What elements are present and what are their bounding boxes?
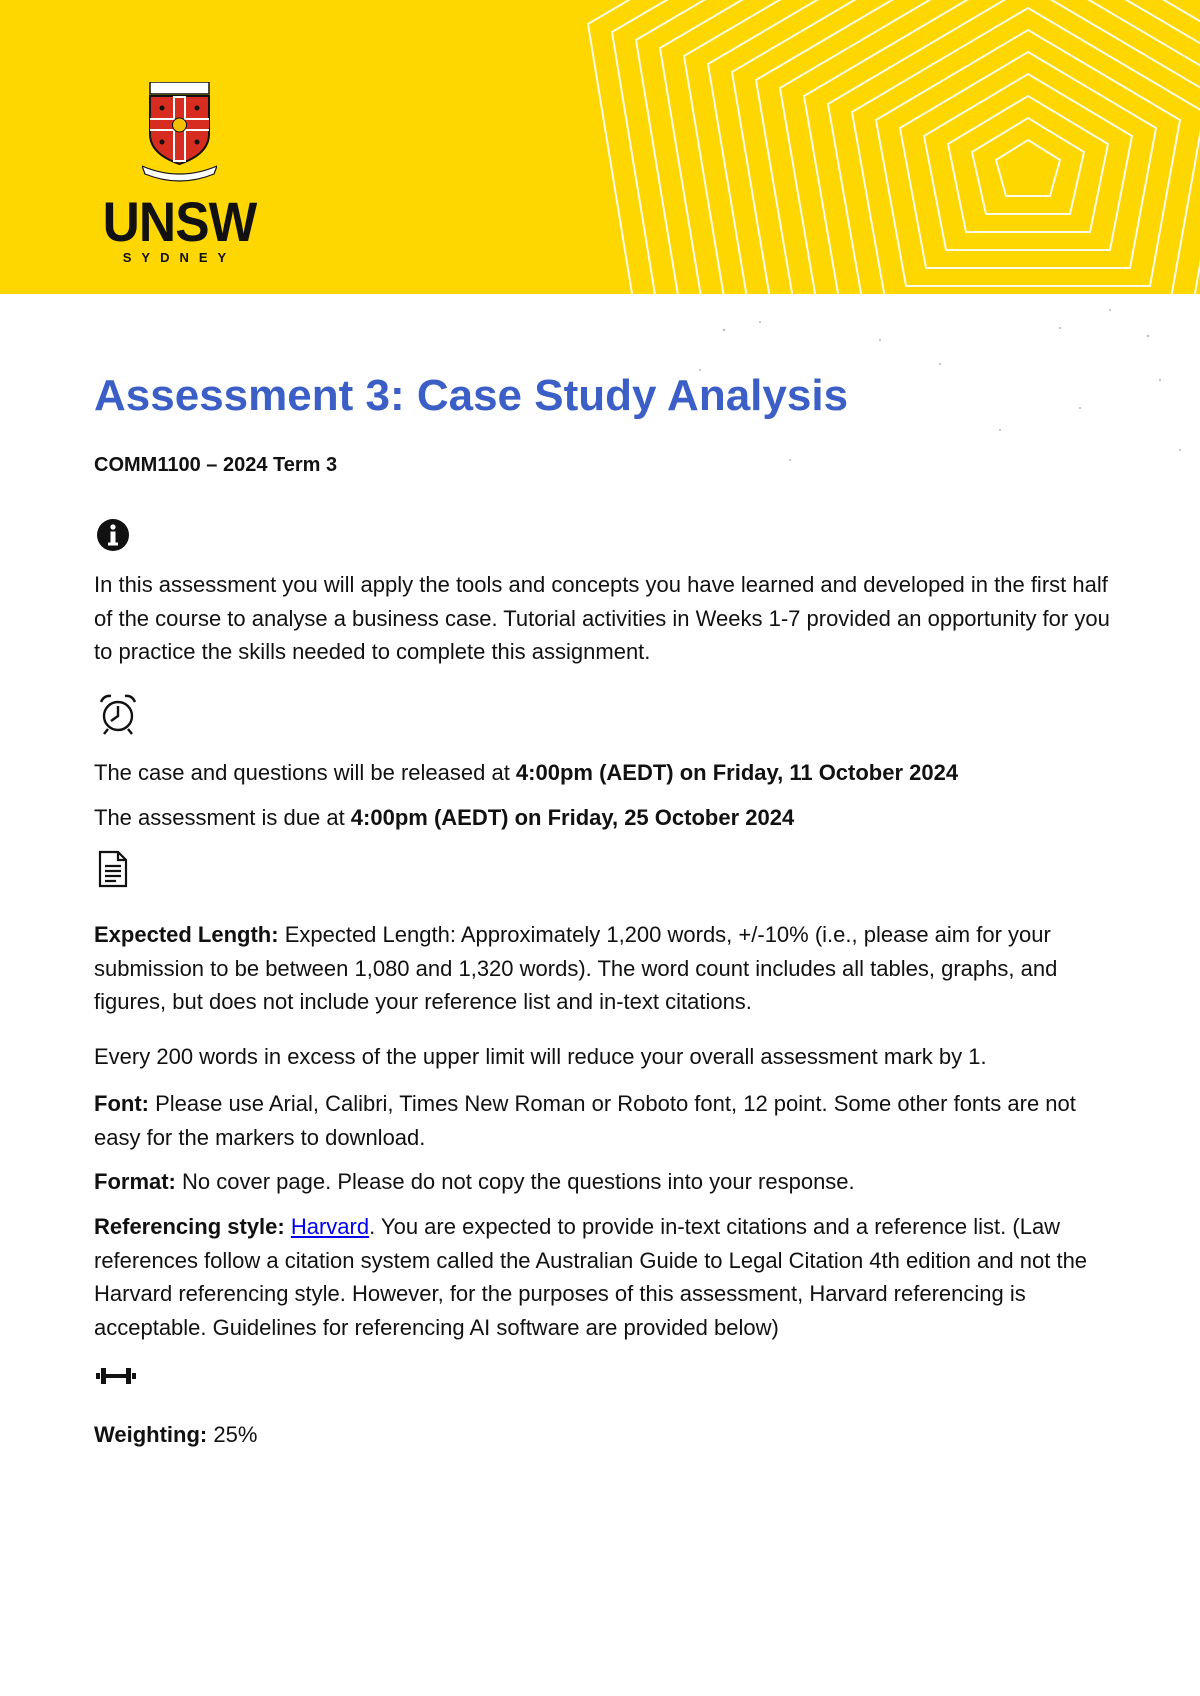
font-requirement — [94, 1087, 1124, 1154]
expected-length-label: Expected Length: — [94, 922, 279, 947]
referencing-style — [94, 1210, 1124, 1344]
document-icon — [98, 850, 128, 888]
release-prefix: The case and questions will be released at — [94, 760, 516, 785]
info-icon — [96, 518, 130, 552]
logo-wordmark: UNSW — [102, 190, 257, 253]
format-requirement — [94, 1165, 1124, 1199]
dumbbell-icon — [96, 1366, 136, 1386]
page-title: Assessment 3: Case Study Analysis — [94, 371, 849, 420]
course-code: COMM1100 – 2024 Term 3 — [94, 454, 338, 476]
due-date — [94, 801, 1124, 835]
release-date — [94, 756, 1124, 790]
word-penalty: Every 200 words in excess of the upper limit will reduce your overall assessment mark by 1. — [94, 1044, 987, 1069]
expected-length-text: Expected Length: Approximately 1,200 words, +/-10% (i.e., please aim for your submission to be between 1,080 and 1,320 words). The word count includes all tables, graphs, and figures, but does not include your reference list and in-text citations. — [94, 922, 1058, 1014]
header-banner — [0, 0, 1200, 294]
logo-subtext: SYDNEY — [122, 250, 237, 265]
intro-paragraph: In this assessment you will apply the tools and concepts you have learned and developed in the first half of the course to analyse a business case. Tutorial activities in Weeks 1-7 provided an opportunity for you to practice the skills needed to complete this assignment. — [94, 572, 1110, 664]
assessment-content — [94, 370, 1124, 1447]
weighting-label: Weighting: — [94, 1422, 208, 1447]
format-text: No cover page. Please do not copy the questions into your response. — [175, 1169, 855, 1194]
due-time: 4:00pm (AEDT) on Friday, 25 October 2024 — [350, 805, 795, 830]
harvard-link[interactable]: Harvard — [290, 1214, 370, 1239]
alarm-clock-icon — [98, 692, 138, 736]
expected-length — [94, 918, 1124, 1019]
referencing-text: . You are expected to provide in-text citations and a reference list. (Law references follow a citation system called the Australian Guide to Legal Citation 4th edition and not the Harvard referencing style. However, for the purposes of this assessment, Harvard referencing is acceptable. Guidelines for referencing AI software are provided below) — [94, 1214, 1088, 1340]
referencing-label: Referencing style: — [94, 1214, 285, 1239]
weighting-value: 25% — [207, 1422, 258, 1447]
release-time: 4:00pm (AEDT) on Friday, 11 October 2024 — [515, 760, 959, 785]
unsw-logo — [92, 82, 267, 272]
format-label: Format: — [94, 1169, 176, 1194]
geometric-pattern — [560, 0, 1200, 294]
due-prefix: The assessment is due at — [94, 805, 351, 830]
crest-icon — [142, 82, 217, 184]
font-label: Font: — [94, 1091, 149, 1116]
font-text: Please use Arial, Calibri, Times New Roman or Roboto font, 12 point. Some other fonts are not easy for the markers to download. — [94, 1091, 1076, 1150]
weighting — [94, 1418, 1124, 1452]
